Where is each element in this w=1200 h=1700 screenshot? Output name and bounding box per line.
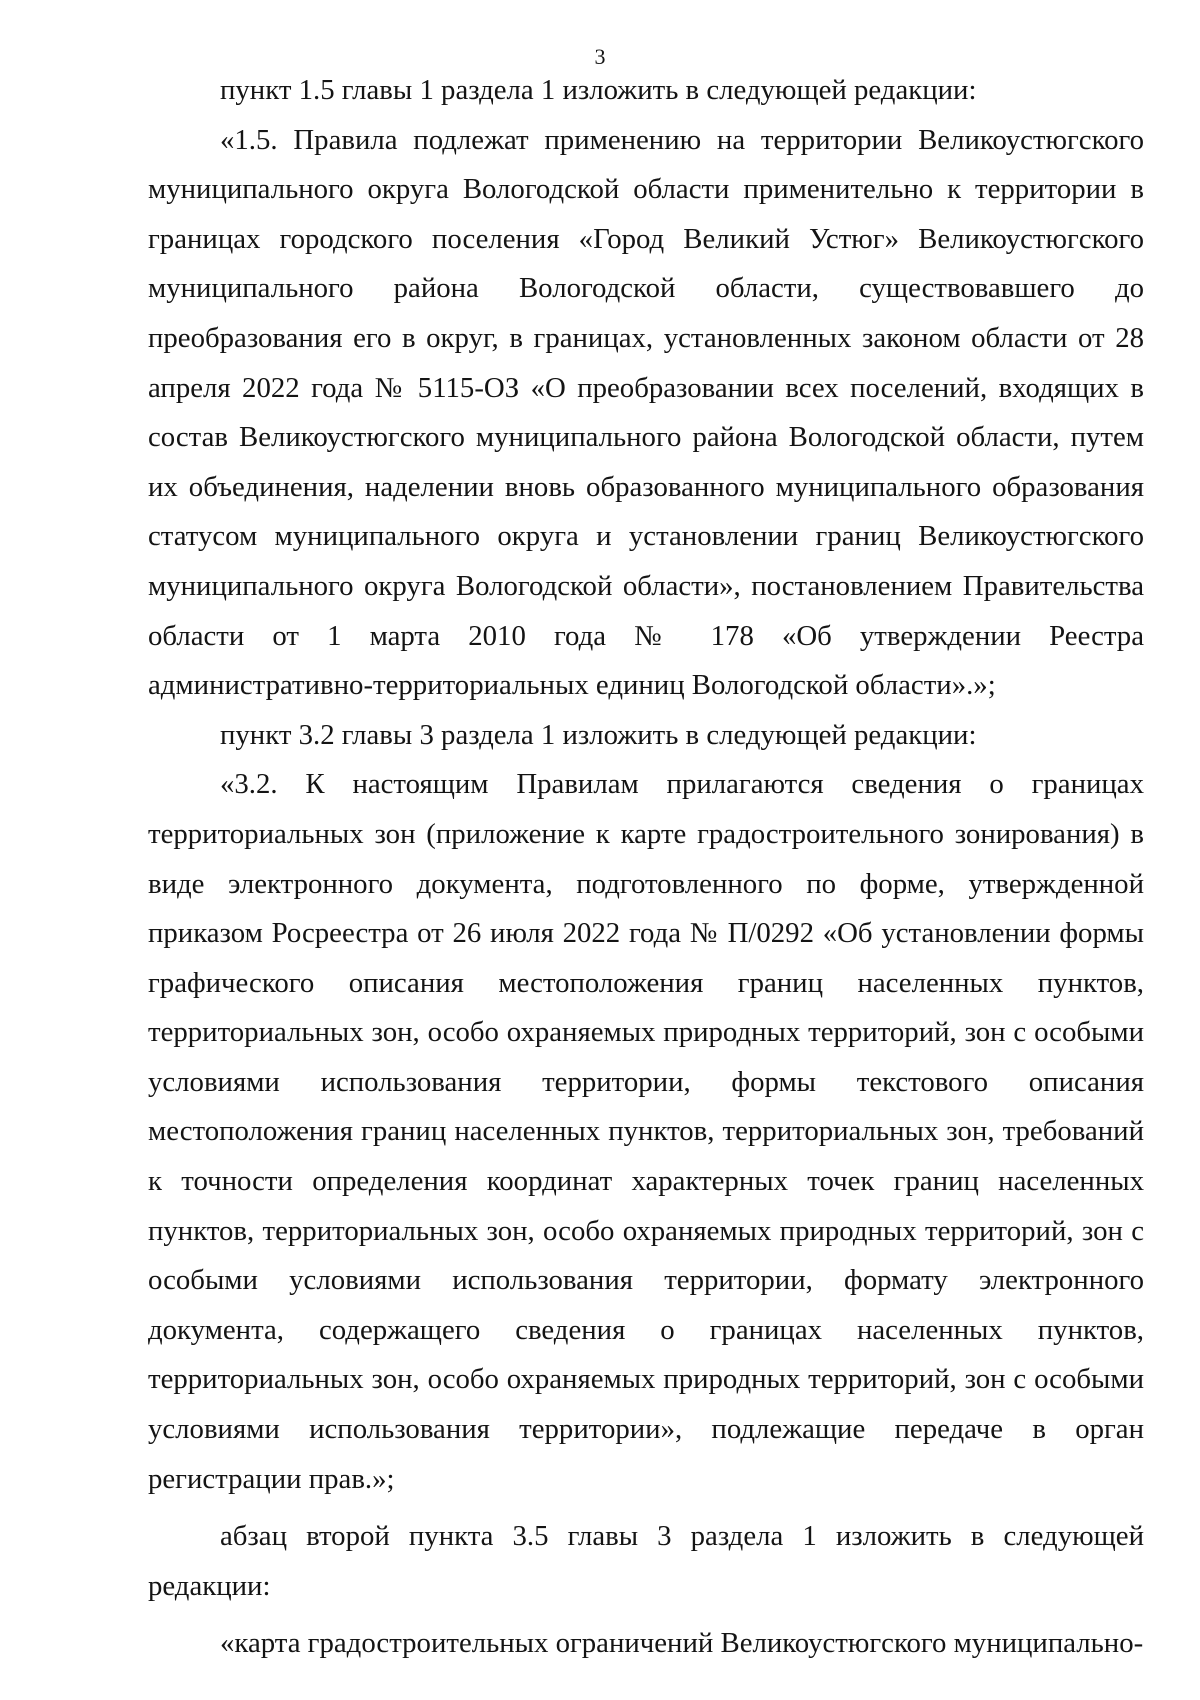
paragraph-amend-1-5: пункт 1.5 главы 1 раздела 1 изложить в следующей редакции: <box>220 74 977 106</box>
document-body <box>148 66 1144 1669</box>
page-number: 3 <box>594 44 606 69</box>
paragraph-amend-3-2: пункт 3.2 главы 3 раздела 1 изложить в следующей редакции: <box>220 718 977 751</box>
paragraph-text-3-5: «карта градостроительных ограничений Великоустюгского муниципально- <box>220 1627 1144 1660</box>
paragraph-text-1-5: «1.5. Правила подлежат применению на территории Великоустюгского муниципального округа Вологодской области применительно к территории в границах городского поселения «Город Великий Устюг» Великоустюгского муниципального района Вологодской области, существовавшего до преобразования его в округ, в границах, установленных законом области от 28 апреля 2022 года № 5115-ОЗ «О преобразовании всех поселений, входящих в состав Великоустюгского муниципального района Вологодской области, путем их объединения, наделении вновь образованного муниципального образования статусом муниципального округа и установлении границ Великоустюгского муниципального округа Вологодской области», постановлением Правительства области от 1 марта 2010 года № 178 «Об утверждении Реестра административно-территориальных единиц Вологодской области».»; <box>148 123 1144 702</box>
paragraph-amend-3-5: абзац второй пункта 3.5 главы 3 раздела 1 изложить в следующей редакции: <box>148 1520 1144 1602</box>
paragraph-text-3-2: «3.2. К настоящим Правилам прилагаются сведения о границах территориальных зон (приложение к карте градостроительного зонирования) в виде электронного документа, подготовленного по форме, утвержденной приказом Росреестра от 26 июля 2022 года № П/0292 «Об установлении формы графического описания местоположения границ населенных пунктов, территориальных зон, особо охраняемых природных территорий, зон с особыми условиями использования территории, формы текстового описания местоположения границ населенных пунктов, территориальных зон, требований к точности определения координат характерных точек границ населенных пунктов, территориальных зон, особо охраняемых природных территорий, зон с особыми условиями использования территории, формату электронного документа, содержащего сведения о границах населенных пунктов, территориальных зон, особо охраняемых природных территорий, зон с особыми условиями использования территории», подлежащие передаче в орган регистрации прав.»; <box>148 768 1144 1495</box>
